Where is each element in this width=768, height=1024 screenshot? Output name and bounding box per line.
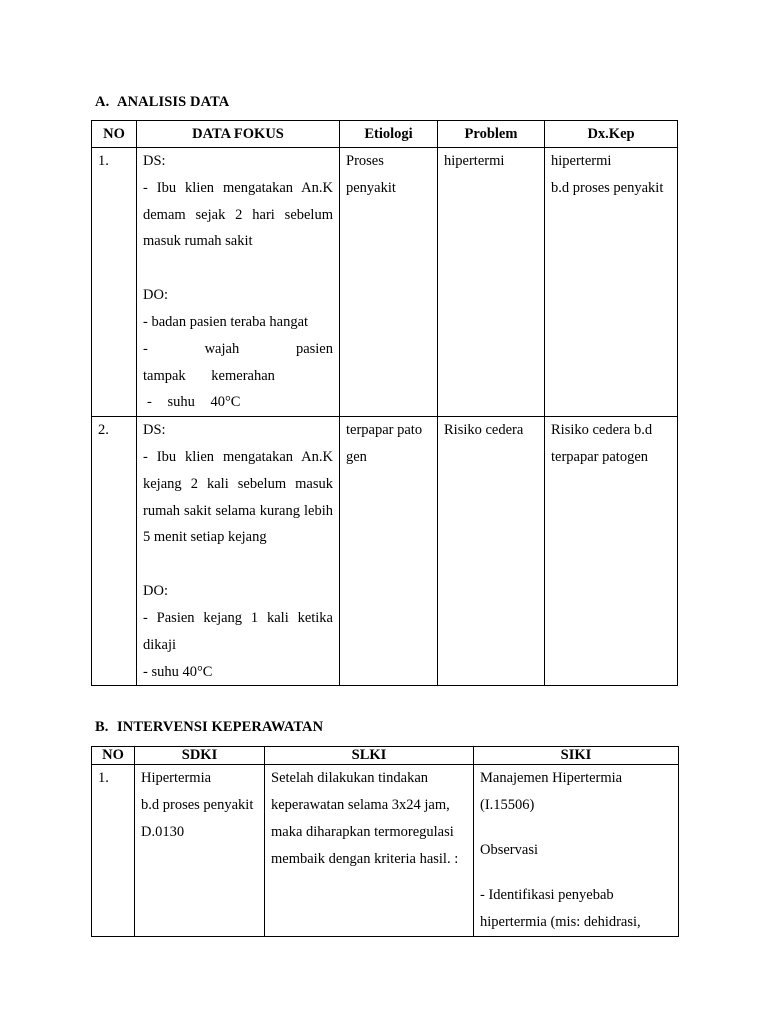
section-b-heading xyxy=(95,719,323,736)
slki-cell xyxy=(265,765,474,937)
row-number: 1. xyxy=(92,148,137,417)
section-a-number: A. xyxy=(95,94,110,110)
table-header-row xyxy=(92,747,679,765)
header-sdki: SDKI xyxy=(135,747,265,765)
header-no: NO xyxy=(92,747,135,765)
do-item: - badan pasien teraba hangat xyxy=(143,313,309,330)
header-data-fokus: DATA FOKUS xyxy=(137,121,340,148)
etiologi-cell xyxy=(340,148,438,417)
sdki-line: D.0130 xyxy=(141,824,185,840)
do-item: - suhu 40°C xyxy=(147,394,241,411)
slki-line: keperawatan selama 3x24 jam, xyxy=(271,797,450,813)
problem-cell: hipertermi xyxy=(438,148,545,417)
sdki-line: b.d proses penyakit xyxy=(141,797,254,813)
siki-line: Manajemen Hipertermia xyxy=(480,770,623,786)
slki-line: membaik dengan kriteria hasil. : xyxy=(271,851,459,867)
siki-line: (I.15506) xyxy=(480,797,535,813)
row-number: 2. xyxy=(92,417,137,686)
section-a-title: ANALISIS DATA xyxy=(117,94,230,110)
slki-line: Setelah dilakukan tindakan xyxy=(271,770,429,786)
analisis-data-table xyxy=(91,120,678,686)
do-item: - suhu 40°C xyxy=(143,663,213,680)
do-item: - Pasien kejang 1 kali ketika dikaji xyxy=(143,609,333,653)
sdki-line: Hipertermia xyxy=(141,770,212,786)
do-item: - wajah pasien tampak kemerahan xyxy=(143,340,333,384)
etiologi-line: terpapar pato xyxy=(346,422,423,439)
section-b-title: INTERVENSI KEPERAWATAN xyxy=(117,719,324,735)
dxkep-line: b.d proses penyakit xyxy=(551,179,664,196)
table-row xyxy=(92,148,678,417)
table-row xyxy=(92,417,678,686)
row-number: 1. xyxy=(92,765,135,937)
ds-label: DS: xyxy=(143,153,166,169)
data-fokus-cell xyxy=(137,148,340,417)
etiologi-line: penyakit xyxy=(346,179,396,196)
slki-line: maka diharapkan termoregulasi xyxy=(271,824,454,840)
table-header-row xyxy=(92,121,678,148)
ds-text: - Ibu klien mengatakan An.K kejang 2 kali sebelum masuk rumah sakit selama kurang lebih 5 menit setiap kejang xyxy=(143,448,333,546)
dxkep-cell xyxy=(545,417,678,686)
sdki-cell xyxy=(135,765,265,937)
do-label: DO: xyxy=(143,287,168,304)
siki-line: - Identifikasi penyebab xyxy=(480,887,614,903)
data-fokus-cell xyxy=(137,417,340,686)
siki-line: Observasi xyxy=(480,842,538,858)
siki-cell xyxy=(474,765,679,937)
header-slki: SLKI xyxy=(265,747,474,765)
table-row xyxy=(92,765,679,937)
section-b-number: B. xyxy=(95,719,109,735)
do-label: DO: xyxy=(143,583,168,600)
header-problem: Problem xyxy=(438,121,545,148)
dxkep-line: Risiko cedera b.d xyxy=(551,422,653,439)
ds-text: - Ibu klien mengatakan An.K demam sejak 2 hari sebelum masuk rumah sakit xyxy=(143,179,333,250)
ds-label: DS: xyxy=(143,422,166,439)
header-siki: SIKI xyxy=(474,747,679,765)
header-dxkep: Dx.Kep xyxy=(545,121,678,148)
section-a-heading xyxy=(95,94,229,111)
etiologi-cell xyxy=(340,417,438,686)
dxkep-line: terpapar patogen xyxy=(551,448,649,465)
header-no: NO xyxy=(92,121,137,148)
dxkep-line: hipertermi xyxy=(551,153,612,169)
intervensi-table xyxy=(91,746,679,937)
etiologi-line: Proses xyxy=(346,153,384,169)
etiologi-line: gen xyxy=(346,448,367,465)
problem-cell: Risiko cedera xyxy=(438,417,545,686)
dxkep-cell xyxy=(545,148,678,417)
siki-line: hipertermia (mis: dehidrasi, xyxy=(480,914,641,930)
header-etiologi: Etiologi xyxy=(340,121,438,148)
